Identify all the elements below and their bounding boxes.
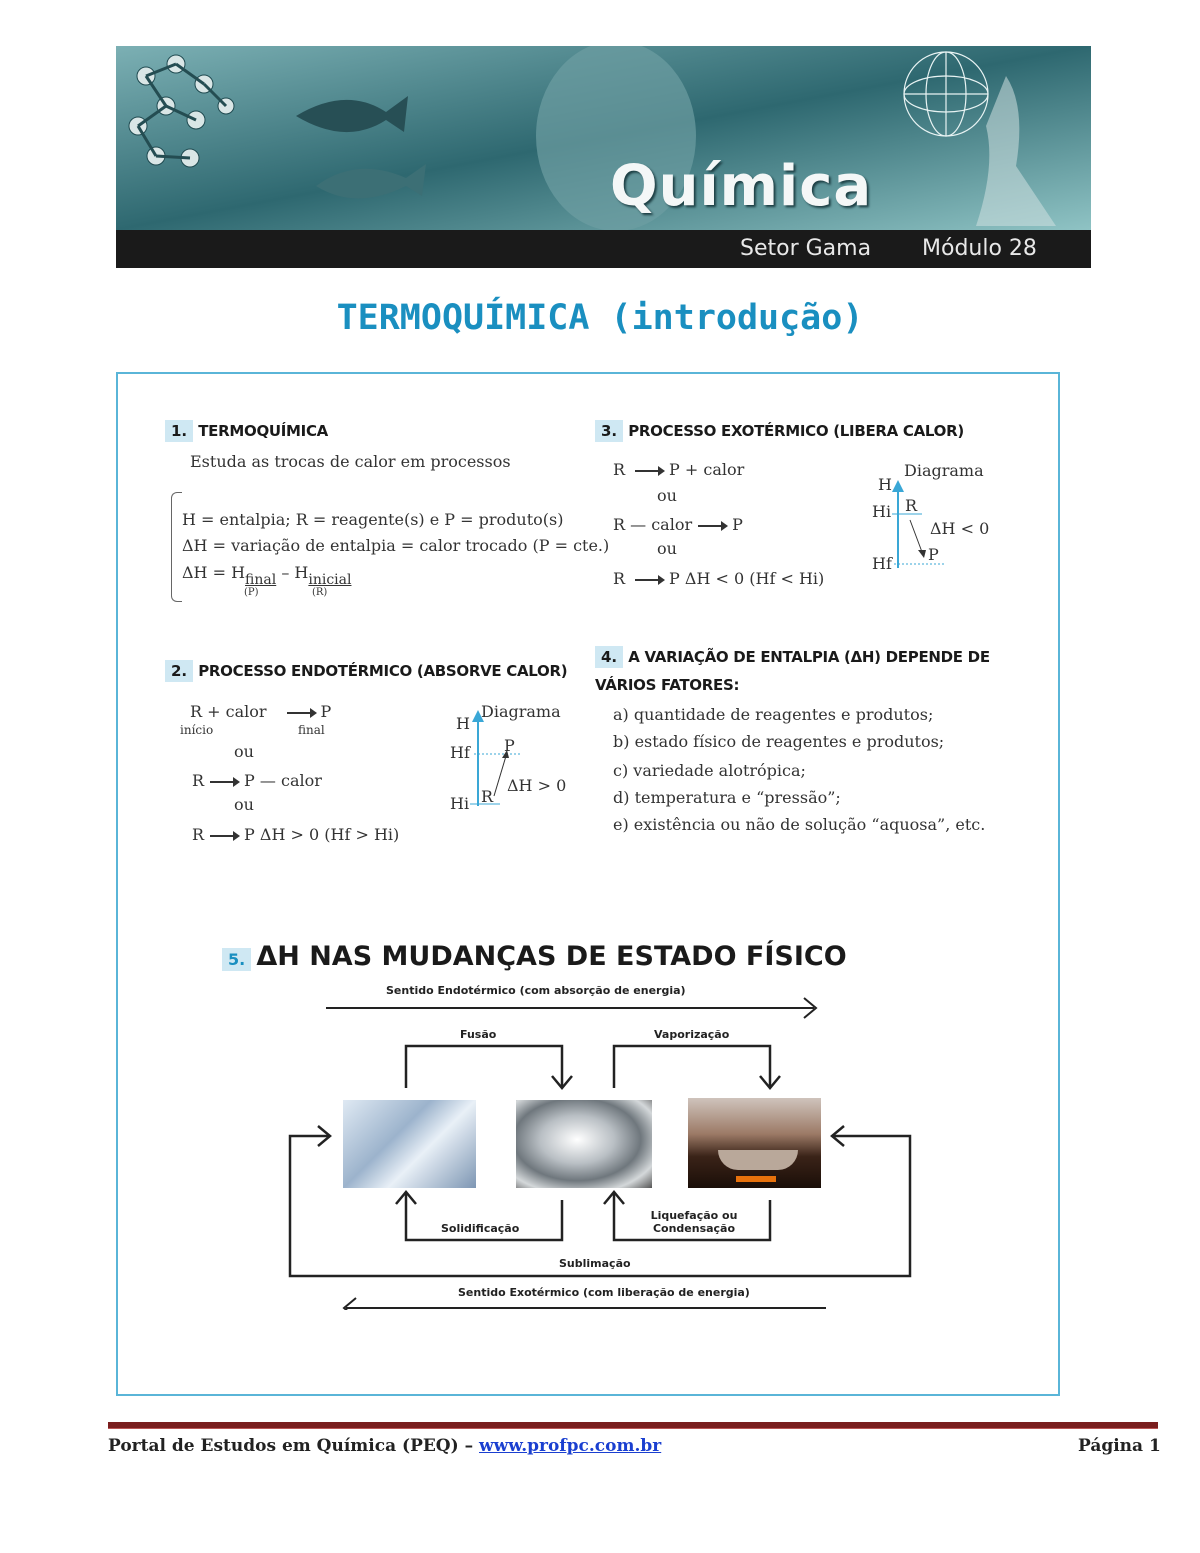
sub-r: (R) bbox=[312, 587, 328, 598]
section-1-description: Estuda as trocas de calor em processos bbox=[190, 452, 511, 471]
reaction-arrow bbox=[210, 781, 238, 783]
eq3-right: P ΔH > 0 (Hf > Hi) bbox=[244, 825, 400, 844]
flame-shape bbox=[736, 1176, 776, 1182]
diagram-3-p: P bbox=[928, 545, 939, 564]
section-3-number: 3. bbox=[595, 420, 623, 442]
ou-2: ou bbox=[657, 539, 677, 558]
document-title: TERMOQUÍMICA (introdução) bbox=[336, 298, 864, 338]
ou-1: ou bbox=[234, 742, 254, 761]
subject-title: Química bbox=[610, 154, 873, 219]
setor-label: Setor Gama bbox=[740, 236, 872, 261]
diagram-3-hi: Hi bbox=[872, 502, 892, 521]
eq2-left: R bbox=[192, 771, 205, 790]
left-brace bbox=[171, 492, 182, 602]
ou-1: ou bbox=[657, 486, 677, 505]
section-3-eq-1 bbox=[613, 460, 744, 479]
section-2-eq-2 bbox=[192, 771, 322, 790]
diagram-2-p: P bbox=[504, 736, 515, 755]
ice-photo bbox=[343, 1100, 476, 1188]
final-subscript: final bbox=[245, 572, 277, 588]
section-1-line-2: ΔH = variação de entalpia = calor trocado (P = cte.) bbox=[182, 536, 610, 555]
vaporizacao-label: Vaporização bbox=[654, 1028, 730, 1041]
dh-prefix: ΔH = H bbox=[182, 563, 246, 582]
factor-b: b) estado físico de reagentes e produtos; bbox=[613, 732, 945, 751]
section-5-title: ΔH NAS MUDANÇAS DE ESTADO FÍSICO bbox=[256, 941, 847, 972]
sub-p: (P) bbox=[244, 587, 259, 598]
eq3-left: R bbox=[613, 569, 626, 588]
section-1-heading bbox=[165, 420, 328, 442]
diagram-3-dh: ΔH < 0 bbox=[930, 519, 990, 538]
reaction-arrow bbox=[635, 579, 663, 581]
section-4-title-1: A VARIAÇÃO DE ENTALPIA (ΔH) DEPENDE DE bbox=[628, 648, 990, 666]
section-5-heading bbox=[222, 941, 847, 972]
eq1-right: P + calor bbox=[669, 460, 745, 479]
inicial-subscript: inicial bbox=[308, 572, 352, 588]
section-3-eq-3 bbox=[613, 569, 824, 588]
section-1-number: 1. bbox=[165, 420, 193, 442]
reaction-arrow bbox=[210, 835, 238, 837]
diagram-2-hf: Hf bbox=[450, 743, 470, 762]
diagram-3-r: R bbox=[905, 496, 918, 515]
inicio-label: início bbox=[180, 723, 214, 737]
diagram-2-r: R bbox=[481, 787, 494, 806]
modulo-label: Módulo 28 bbox=[922, 236, 1037, 261]
eq3-left: R bbox=[192, 825, 205, 844]
steam-photo bbox=[688, 1098, 821, 1188]
factor-c: c) variedade alotrópica; bbox=[613, 761, 806, 780]
section-4-title-2: VÁRIOS FATORES: bbox=[595, 676, 740, 694]
liquefacao-line-1: Liquefação ou bbox=[650, 1209, 738, 1222]
header-banner bbox=[116, 46, 1091, 268]
section-2-eq-1 bbox=[190, 702, 331, 721]
factor-a: a) quantidade de reagentes e produtos; bbox=[613, 705, 934, 724]
final-label: final bbox=[298, 723, 325, 737]
footer-rule bbox=[108, 1422, 1158, 1429]
ou-2: ou bbox=[234, 795, 254, 814]
diagram-2-dh: ΔH > 0 bbox=[507, 776, 567, 795]
section-4-heading bbox=[595, 646, 990, 668]
section-1-line-3 bbox=[182, 563, 352, 588]
endothermic-sense-label: Sentido Endotérmico (com absorção de energia) bbox=[386, 984, 686, 997]
eq1-left: R + calor bbox=[190, 702, 267, 721]
reaction-arrow bbox=[635, 470, 663, 472]
eq3-right: P ΔH < 0 (Hf < Hi) bbox=[669, 569, 825, 588]
footer-link[interactable]: www.profpc.com.br bbox=[479, 1436, 662, 1456]
liquefacao-line-2: Condensação bbox=[652, 1222, 736, 1235]
solidificacao-label: Solidificação bbox=[441, 1222, 520, 1235]
reaction-arrow bbox=[698, 525, 726, 527]
section-2-eq-3 bbox=[192, 825, 399, 844]
pot-shape bbox=[718, 1150, 798, 1170]
reaction-arrow bbox=[287, 712, 315, 714]
minus-h: – H bbox=[276, 563, 309, 582]
diagram-2-title: Diagrama bbox=[481, 702, 561, 721]
section-3-eq-2 bbox=[613, 515, 743, 534]
factor-d: d) temperatura e “pressão”; bbox=[613, 788, 841, 807]
exothermic-sense-label: Sentido Exotérmico (com liberação de energia) bbox=[458, 1286, 750, 1299]
footer-portal-text: Portal de Estudos em Química (PEQ) – bbox=[108, 1436, 479, 1456]
factor-e: e) existência ou não de solução “aquosa”, etc. bbox=[613, 815, 986, 834]
liquefacao-label bbox=[646, 1209, 742, 1235]
section-3-heading bbox=[595, 420, 964, 442]
section-2-number: 2. bbox=[165, 660, 193, 682]
section-3-title: PROCESSO EXOTÉRMICO (LIBERA CALOR) bbox=[628, 422, 964, 440]
diagram-3-h: H bbox=[878, 475, 892, 494]
page-number: Página 1 bbox=[1078, 1436, 1161, 1456]
section-1-title: TERMOQUÍMICA bbox=[198, 422, 328, 440]
water-photo bbox=[516, 1100, 652, 1188]
diagram-3-hf: Hf bbox=[872, 554, 892, 573]
eq2-right: P bbox=[732, 515, 743, 534]
diagram-2-h: H bbox=[456, 714, 470, 733]
section-2-title: PROCESSO ENDOTÉRMICO (ABSORVE CALOR) bbox=[198, 662, 568, 680]
footer-source bbox=[108, 1436, 661, 1456]
eq2-left: R — calor bbox=[613, 515, 693, 534]
eq2-right: P — calor bbox=[244, 771, 322, 790]
section-5-number: 5. bbox=[222, 948, 251, 971]
diagram-3-title: Diagrama bbox=[904, 461, 984, 480]
sublimacao-label: Sublimação bbox=[559, 1257, 631, 1270]
diagram-2-hi: Hi bbox=[450, 794, 470, 813]
section-4-number: 4. bbox=[595, 646, 623, 668]
section-1-line-1: H = entalpia; R = reagente(s) e P = produto(s) bbox=[182, 510, 564, 529]
eq1-right: P bbox=[320, 702, 332, 721]
eq1-left: R bbox=[613, 460, 626, 479]
fusao-label: Fusão bbox=[460, 1028, 497, 1041]
section-2-heading bbox=[165, 660, 567, 682]
banner-artwork bbox=[116, 46, 1091, 230]
